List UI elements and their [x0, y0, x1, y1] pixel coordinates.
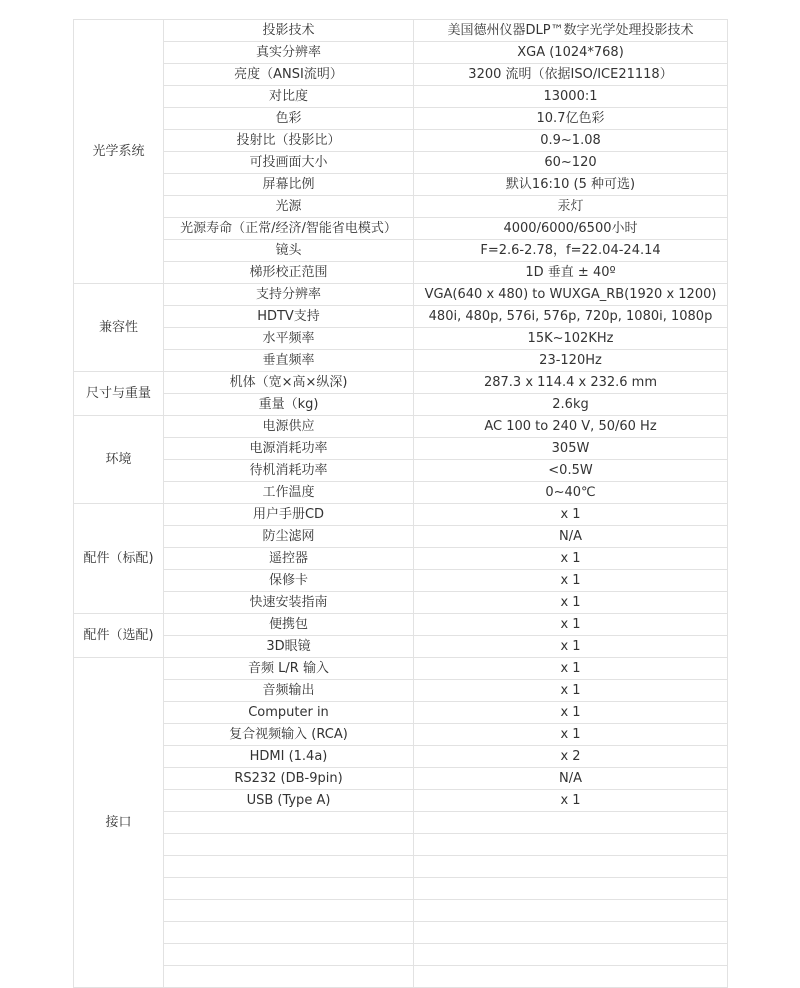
- spec-label: 镜头: [164, 240, 414, 262]
- table-row: [74, 570, 728, 592]
- spec-label: 电源消耗功率: [164, 438, 414, 460]
- spec-value: [414, 944, 728, 966]
- spec-value: XGA (1024*768): [414, 42, 728, 64]
- spec-value: [414, 878, 728, 900]
- table-row: [74, 526, 728, 548]
- table-row: [74, 306, 728, 328]
- spec-label: 梯形校正范围: [164, 262, 414, 284]
- spec-label: 投影技术: [164, 20, 414, 42]
- spec-value: 默认16:10 (5 种可选): [414, 174, 728, 196]
- table-row: [74, 416, 728, 438]
- spec-label: [164, 878, 414, 900]
- table-row: [74, 790, 728, 812]
- table-row: [74, 900, 728, 922]
- spec-value: 1D 垂直 ± 40º: [414, 262, 728, 284]
- table-row: [74, 174, 728, 196]
- spec-value: 0.9~1.08: [414, 130, 728, 152]
- category-cell: 配件（选配): [74, 614, 164, 658]
- spec-value: N/A: [414, 526, 728, 548]
- spec-label: HDMI (1.4a): [164, 746, 414, 768]
- spec-value: [414, 922, 728, 944]
- category-cell: 兼容性: [74, 284, 164, 372]
- category-cell: 接口: [74, 658, 164, 988]
- spec-value: N/A: [414, 768, 728, 790]
- table-row: [74, 548, 728, 570]
- spec-label: [164, 900, 414, 922]
- category-cell: 光学系统: [74, 20, 164, 284]
- spec-label: 投射比（投影比）: [164, 130, 414, 152]
- spec-label: 水平频率: [164, 328, 414, 350]
- spec-value: 13000:1: [414, 86, 728, 108]
- category-cell: 配件（标配): [74, 504, 164, 614]
- spec-value: [414, 856, 728, 878]
- spec-label: 保修卡: [164, 570, 414, 592]
- table-row: [74, 702, 728, 724]
- spec-value: x 1: [414, 724, 728, 746]
- spec-label: 垂直频率: [164, 350, 414, 372]
- spec-value: x 1: [414, 790, 728, 812]
- spec-label: 待机消耗功率: [164, 460, 414, 482]
- spec-value: [414, 900, 728, 922]
- spec-value: x 1: [414, 680, 728, 702]
- spec-value: x 2: [414, 746, 728, 768]
- spec-label: 遥控器: [164, 548, 414, 570]
- spec-value: [414, 834, 728, 856]
- table-row: [74, 86, 728, 108]
- table-row: [74, 64, 728, 86]
- table-row: [74, 658, 728, 680]
- spec-value: 287.3 x 114.4 x 232.6 mm: [414, 372, 728, 394]
- spec-label: 光源: [164, 196, 414, 218]
- table-row: [74, 262, 728, 284]
- table-row: [74, 680, 728, 702]
- table-row: [74, 482, 728, 504]
- table-row: [74, 20, 728, 42]
- table-row: [74, 240, 728, 262]
- spec-value: F=2.6-2.78，f=22.04-24.14: [414, 240, 728, 262]
- spec-label: 亮度（ANSI流明）: [164, 64, 414, 86]
- spec-label: HDTV支持: [164, 306, 414, 328]
- spec-value: [414, 966, 728, 988]
- spec-value: 305W: [414, 438, 728, 460]
- spec-label: 快速安装指南: [164, 592, 414, 614]
- spec-label: 重量（kg): [164, 394, 414, 416]
- spec-label: [164, 834, 414, 856]
- spec-value: <0.5W: [414, 460, 728, 482]
- table-row: [74, 152, 728, 174]
- spec-label: 工作温度: [164, 482, 414, 504]
- table-row: [74, 966, 728, 988]
- table-row: [74, 856, 728, 878]
- spec-label: 音频 L/R 输入: [164, 658, 414, 680]
- table-row: [74, 504, 728, 526]
- spec-label: 音频输出: [164, 680, 414, 702]
- spec-value: x 1: [414, 636, 728, 658]
- table-row: [74, 130, 728, 152]
- spec-value: x 1: [414, 504, 728, 526]
- spec-label: 机体（宽×高×纵深): [164, 372, 414, 394]
- spec-value: VGA(640 x 480) to WUXGA_RB(1920 x 1200): [414, 284, 728, 306]
- spec-value: 3200 流明（依据ISO/ICE21118）: [414, 64, 728, 86]
- table-row: [74, 944, 728, 966]
- spec-label: 便携包: [164, 614, 414, 636]
- spec-label: 用户手册CD: [164, 504, 414, 526]
- spec-value: x 1: [414, 702, 728, 724]
- spec-value: 美国德州仪器DLP™数字光学处理投影技术: [414, 20, 728, 42]
- table-row: [74, 42, 728, 64]
- table-row: [74, 328, 728, 350]
- spec-value: 10.7亿色彩: [414, 108, 728, 130]
- spec-value: 480i, 480p, 576i, 576p, 720p, 1080i, 1080p: [414, 306, 728, 328]
- spec-value: x 1: [414, 614, 728, 636]
- spec-label: [164, 922, 414, 944]
- table-row: [74, 350, 728, 372]
- table-row: [74, 614, 728, 636]
- table-row: [74, 878, 728, 900]
- spec-table: [73, 19, 728, 988]
- table-row: [74, 438, 728, 460]
- table-row: [74, 372, 728, 394]
- spec-label: 支持分辨率: [164, 284, 414, 306]
- spec-label: RS232 (DB-9pin): [164, 768, 414, 790]
- spec-value: AC 100 to 240 V, 50/60 Hz: [414, 416, 728, 438]
- spec-value: 60~120: [414, 152, 728, 174]
- spec-label: USB (Type A): [164, 790, 414, 812]
- spec-value: 2.6kg: [414, 394, 728, 416]
- spec-value: 4000/6000/6500小时: [414, 218, 728, 240]
- category-cell: 尺寸与重量: [74, 372, 164, 416]
- spec-value: x 1: [414, 592, 728, 614]
- table-row: [74, 768, 728, 790]
- spec-label: [164, 944, 414, 966]
- spec-value: 汞灯: [414, 196, 728, 218]
- table-row: [74, 636, 728, 658]
- spec-label: [164, 966, 414, 988]
- table-row: [74, 812, 728, 834]
- spec-label: 复合视频输入 (RCA): [164, 724, 414, 746]
- table-row: [74, 394, 728, 416]
- spec-table-body: [74, 20, 728, 988]
- table-row: [74, 196, 728, 218]
- spec-value: x 1: [414, 570, 728, 592]
- table-row: [74, 592, 728, 614]
- table-row: [74, 218, 728, 240]
- spec-value: x 1: [414, 658, 728, 680]
- spec-label: Computer in: [164, 702, 414, 724]
- table-row: [74, 460, 728, 482]
- spec-value: x 1: [414, 548, 728, 570]
- spec-value: [414, 812, 728, 834]
- table-row: [74, 834, 728, 856]
- spec-value: 0~40℃: [414, 482, 728, 504]
- spec-label: 色彩: [164, 108, 414, 130]
- spec-label: 可投画面大小: [164, 152, 414, 174]
- table-row: [74, 746, 728, 768]
- spec-label: 3D眼镜: [164, 636, 414, 658]
- category-cell: 环境: [74, 416, 164, 504]
- spec-label: 对比度: [164, 86, 414, 108]
- spec-label: 电源供应: [164, 416, 414, 438]
- table-row: [74, 284, 728, 306]
- spec-label: [164, 856, 414, 878]
- spec-label: 光源寿命（正常/经济/智能省电模式）: [164, 218, 414, 240]
- table-row: [74, 922, 728, 944]
- spec-label: 防尘滤网: [164, 526, 414, 548]
- table-row: [74, 724, 728, 746]
- table-row: [74, 108, 728, 130]
- spec-label: [164, 812, 414, 834]
- spec-value: 23-120Hz: [414, 350, 728, 372]
- spec-value: 15K~102KHz: [414, 328, 728, 350]
- spec-label: 真实分辨率: [164, 42, 414, 64]
- spec-label: 屏幕比例: [164, 174, 414, 196]
